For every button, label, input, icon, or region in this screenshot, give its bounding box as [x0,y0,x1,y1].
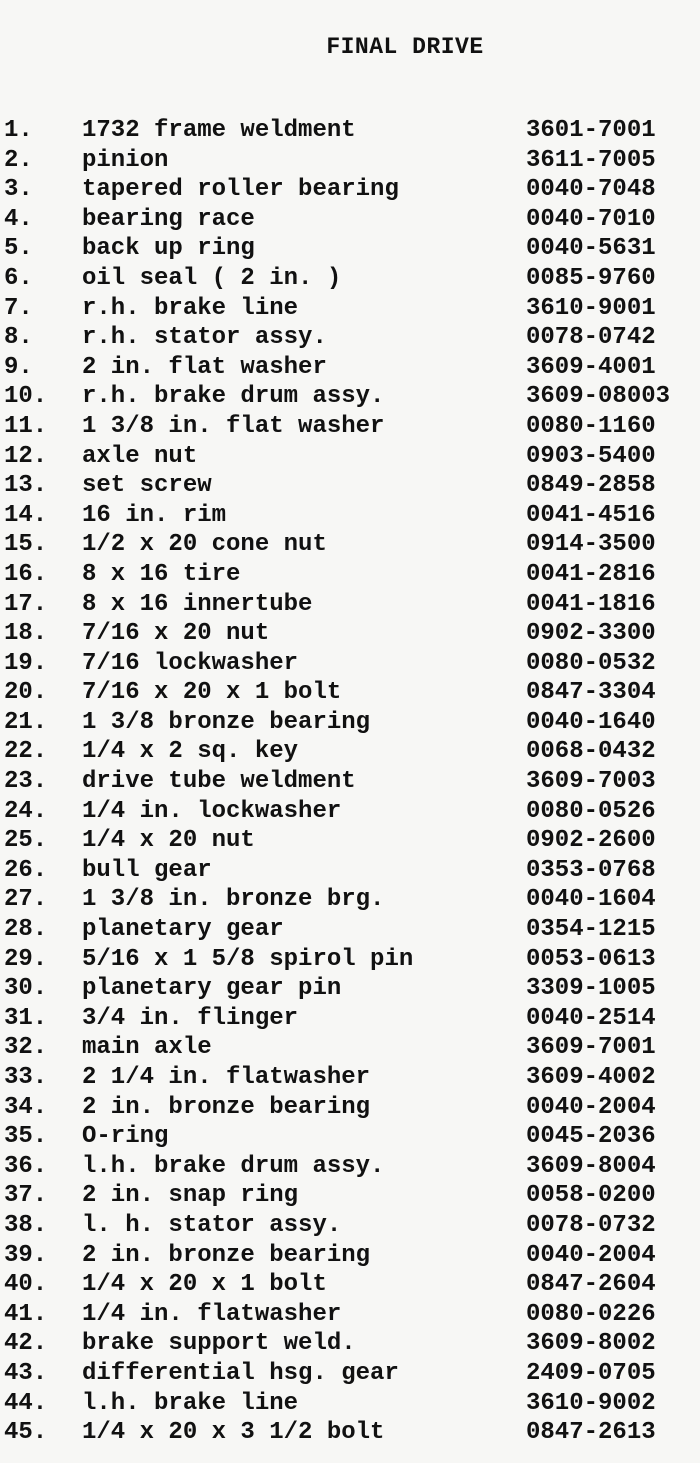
parts-list-row [0,146,700,176]
item-description: back up ring [82,235,255,263]
parts-list-row [0,1181,700,1211]
item-number: 5. [4,235,33,263]
parts-list-row [0,116,700,146]
item-number: 8. [4,324,33,352]
item-number: 27. [4,886,48,914]
item-description: 1/4 in. flatwasher [82,1300,342,1328]
part-number: 0040-7048 [526,176,656,204]
item-number: 9. [4,353,33,381]
item-number: 30. [4,975,48,1003]
item-description: bearing race [82,205,255,233]
item-description: main axle [82,1034,212,1062]
parts-list-row [0,1063,700,1093]
parts-list-row [0,797,700,827]
parts-list-row [0,1122,700,1152]
item-number: 33. [4,1064,48,1091]
item-number: 23. [4,768,48,796]
item-description: 1 3/8 in. flat washer [82,412,385,440]
part-number: 0053-0613 [526,945,656,973]
item-number: 40. [4,1271,48,1299]
item-description: 7/16 x 20 nut [82,620,270,648]
parts-list-row [0,175,700,205]
part-number: 0078-0742 [526,324,656,352]
part-number: 3609-8002 [526,1330,656,1358]
part-number: 0080-0526 [526,797,656,825]
item-description: differential hsg. gear [82,1359,399,1387]
item-description: planetary gear pin [82,975,342,1003]
item-number: 26. [4,856,48,884]
parts-list-row [0,560,700,590]
item-description: 7/16 lockwasher [82,649,299,677]
part-number: 0040-2004 [526,1241,656,1269]
item-description: 7/16 x 20 x 1 bolt [82,679,342,707]
item-description: 8 x 16 innertube [82,590,313,618]
item-number: 36. [4,1152,48,1180]
item-description: l.h. brake drum assy. [82,1152,385,1180]
part-number: 3609-7003 [526,768,656,796]
item-number: 24. [4,797,48,825]
item-description: r.h. brake drum assy. [82,383,385,411]
item-number: 34. [4,1093,48,1121]
item-description: 2 1/4 in. flatwasher [82,1064,371,1091]
item-number: 22. [4,738,48,766]
parts-list-row [0,1211,700,1241]
part-number: 0903-5400 [526,442,656,470]
parts-list-row [0,323,700,353]
parts-list-row [0,1033,700,1063]
item-description: brake support weld. [82,1330,356,1358]
item-description: 2 in. bronze bearing [82,1241,371,1269]
item-description: bull gear [82,856,212,884]
parts-list-row [0,1418,700,1448]
parts-list-row [0,1241,700,1271]
item-description: 2 in. bronze bearing [82,1093,371,1121]
part-number: 0353-0768 [526,856,656,884]
parts-list-row [0,1270,700,1300]
parts-list-row [0,590,700,620]
item-description: 1/4 x 20 x 3 1/2 bolt [82,1419,385,1447]
part-number: 0902-3300 [526,620,656,648]
item-number: 14. [4,501,48,529]
parts-list [0,116,700,1448]
parts-list-row [0,915,700,945]
item-description: axle nut [82,442,198,470]
part-number: 0847-2613 [526,1419,656,1447]
item-description: drive tube weldment [82,768,356,796]
item-description: 16 in. rim [82,501,227,529]
parts-list-row [0,737,700,767]
item-number: 44. [4,1389,48,1417]
part-number: 3309-1005 [526,975,656,1003]
item-description: 1/4 x 20 x 1 bolt [82,1271,327,1299]
parts-list-row [0,856,700,886]
page-title: FINAL DRIVE [326,34,484,60]
item-number: 31. [4,1004,48,1032]
part-number: 0041-2816 [526,560,656,588]
part-number: 0040-7010 [526,205,656,233]
parts-list-row [0,767,700,797]
item-description: planetary gear [82,916,284,944]
item-description: 8 x 16 tire [82,560,241,588]
item-number: 13. [4,472,48,500]
item-number: 19. [4,649,48,677]
item-number: 37. [4,1182,48,1210]
parts-list-row [0,234,700,264]
item-number: 35. [4,1123,48,1151]
parts-list-row [0,708,700,738]
item-number: 10. [4,383,48,411]
parts-list-row [0,442,700,472]
item-number: 32. [4,1034,48,1062]
item-number: 17. [4,590,48,618]
part-number: 2409-0705 [526,1359,656,1387]
item-number: 28. [4,916,48,944]
item-number: 11. [4,412,48,440]
parts-list-row [0,1359,700,1389]
part-number: 3610-9002 [526,1389,656,1417]
part-number: 0045-2036 [526,1123,656,1151]
item-number: 1. [4,117,33,144]
item-description: l. h. stator assy. [82,1211,342,1239]
item-description: 1732 frame weldment [82,117,356,144]
part-number: 0847-3304 [526,679,656,707]
item-description: 1 3/8 in. bronze brg. [82,886,385,914]
parts-list-row [0,1389,700,1419]
item-number: 42. [4,1330,48,1358]
part-number: 0085-9760 [526,264,656,292]
parts-list-row [0,1152,700,1182]
parts-list-row [0,382,700,412]
part-number: 0914-3500 [526,531,656,559]
item-description: O-ring [82,1123,169,1151]
item-description: l.h. brake line [82,1389,299,1417]
item-description: r.h. stator assy. [82,324,327,352]
part-number: 0080-0226 [526,1300,656,1328]
part-number: 3609-8004 [526,1152,656,1180]
item-number: 29. [4,945,48,973]
part-number: 0041-1816 [526,590,656,618]
parts-list-row [0,294,700,324]
parts-list-row [0,1004,700,1034]
parts-list-row [0,471,700,501]
parts-list-row [0,885,700,915]
item-number: 39. [4,1241,48,1269]
item-description: 1 3/8 bronze bearing [82,708,371,736]
item-number: 15. [4,531,48,559]
item-description: 1/4 in. lockwasher [82,797,342,825]
item-number: 7. [4,294,33,322]
parts-list-row [0,1093,700,1123]
item-description: 1/2 x 20 cone nut [82,531,327,559]
part-number: 3609-08003 [526,383,671,411]
parts-list-row [0,649,700,679]
part-number: 0354-1215 [526,916,656,944]
item-number: 3. [4,176,33,204]
part-number: 0040-5631 [526,235,656,263]
item-number: 21. [4,708,48,736]
parts-list-row [0,530,700,560]
part-number: 0040-1640 [526,708,656,736]
item-description: set screw [82,472,212,500]
item-number: 43. [4,1359,48,1387]
part-number: 0080-1160 [526,412,656,440]
part-number: 0847-2604 [526,1271,656,1299]
item-description: 2 in. flat washer [82,353,327,381]
item-description: 1/4 x 20 nut [82,827,255,855]
part-number: 0849-2858 [526,472,656,500]
item-number: 41. [4,1300,48,1328]
item-number: 18. [4,620,48,648]
part-number: 3609-4002 [526,1064,656,1091]
part-number: 0078-0732 [526,1211,656,1239]
item-number: 2. [4,146,33,174]
item-description: oil seal ( 2 in. ) [82,264,342,292]
part-number: 3609-7001 [526,1034,656,1062]
item-description: r.h. brake line [82,294,299,322]
parts-list-row [0,205,700,235]
parts-list-row [0,264,700,294]
part-number: 0040-2514 [526,1004,656,1032]
item-description: 5/16 x 1 5/8 spirol pin [82,945,414,973]
parts-list-row [0,974,700,1004]
part-number: 0068-0432 [526,738,656,766]
item-description: pinion [82,146,169,174]
parts-list-row [0,1300,700,1330]
part-number: 0080-0532 [526,649,656,677]
part-number: 0040-2004 [526,1093,656,1121]
item-number: 25. [4,827,48,855]
parts-list-row [0,501,700,531]
parts-list-row [0,412,700,442]
part-number: 3610-9001 [526,294,656,322]
parts-list-row [0,826,700,856]
parts-list-row [0,678,700,708]
part-number: 3609-4001 [526,353,656,381]
item-description: 1/4 x 2 sq. key [82,738,299,766]
item-number: 20. [4,679,48,707]
item-number: 16. [4,560,48,588]
parts-list-row [0,1329,700,1359]
part-number: 3611-7005 [526,146,656,174]
item-description: tapered roller bearing [82,176,399,204]
parts-list-row [0,619,700,649]
part-number: 0058-0200 [526,1182,656,1210]
item-number: 12. [4,442,48,470]
item-description: 3/4 in. flinger [82,1004,299,1032]
parts-list-row [0,353,700,383]
part-number: 0902-2600 [526,827,656,855]
item-number: 4. [4,205,33,233]
item-number: 45. [4,1419,48,1447]
part-number: 3601-7001 [526,117,656,144]
part-number: 0040-1604 [526,886,656,914]
part-number: 0041-4516 [526,501,656,529]
item-number: 38. [4,1211,48,1239]
parts-list-row [0,945,700,975]
item-number: 6. [4,264,33,292]
item-description: 2 in. snap ring [82,1182,299,1210]
